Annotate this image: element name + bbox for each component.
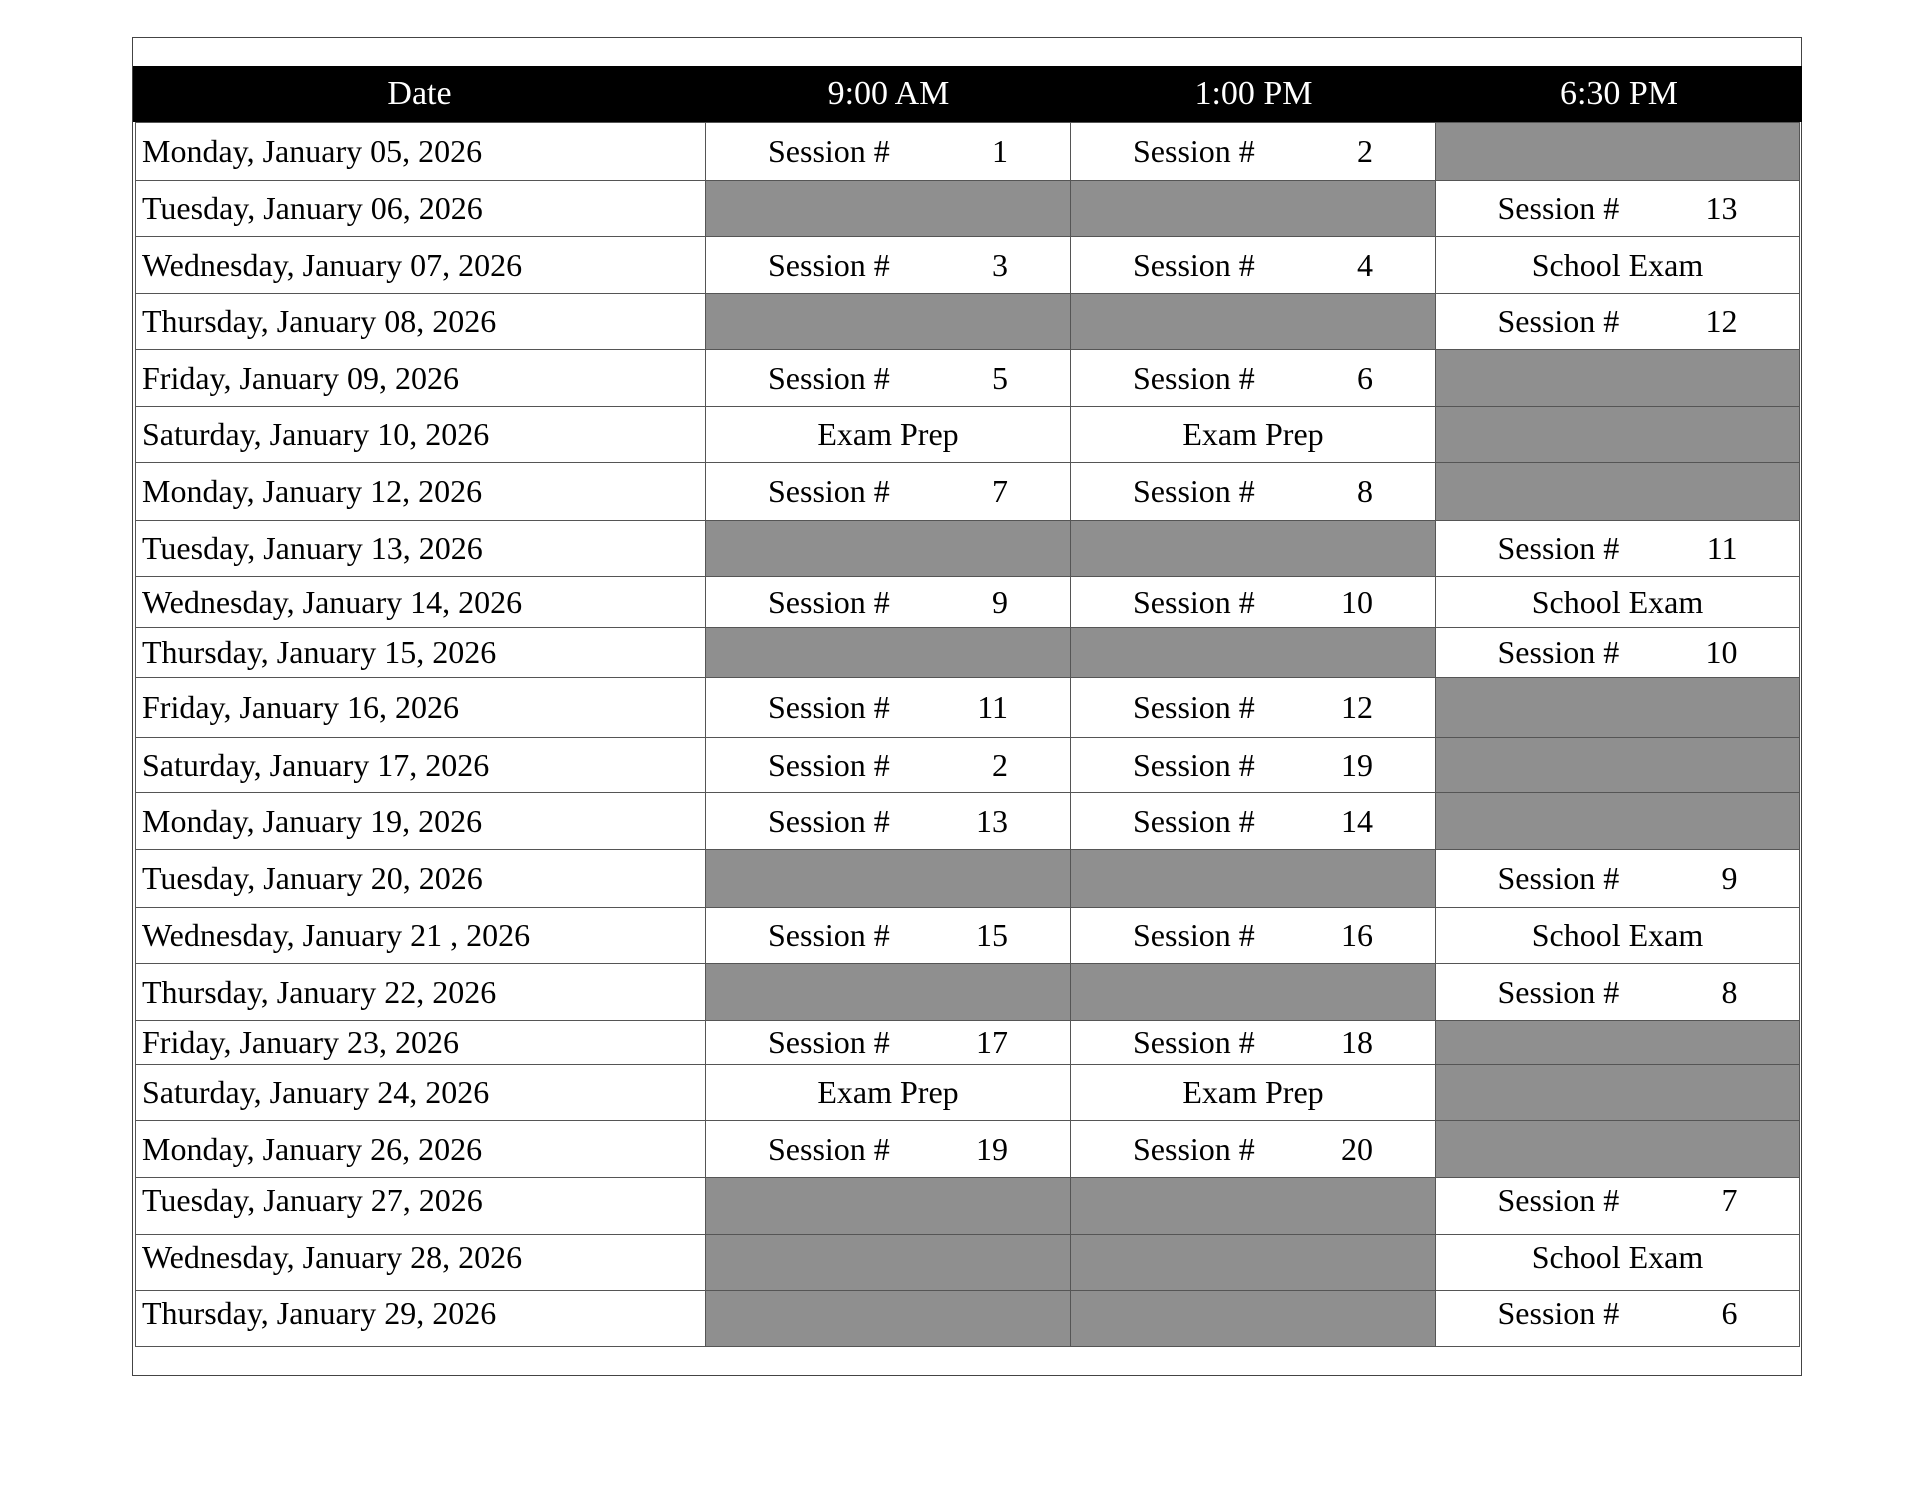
blocked-slot (1436, 1020, 1800, 1064)
session-number: 8 (1357, 473, 1373, 509)
school-exam-slot: School Exam (1436, 236, 1800, 293)
session-slot (1436, 627, 1800, 677)
blocked-slot (706, 180, 1071, 236)
blocked-slot (1436, 1064, 1800, 1120)
date-cell: Tuesday, January 13, 2026 (135, 520, 706, 576)
session-slot (1071, 576, 1436, 627)
session-label: Session # (1133, 802, 1255, 839)
date-cell: Monday, January 26, 2026 (135, 1120, 706, 1177)
blocked-slot (1071, 1177, 1436, 1234)
session-number: 10 (1705, 634, 1738, 670)
session-label: Session # (1497, 1295, 1620, 1331)
session-slot (706, 677, 1071, 737)
session-slot (706, 236, 1071, 293)
session-entry (1498, 190, 1738, 227)
session-number: 5 (992, 359, 1008, 396)
exam-prep-slot: Exam Prep (1071, 406, 1436, 462)
session-label: Session # (768, 802, 890, 839)
session-slot (1436, 293, 1800, 349)
session-entry (1498, 1295, 1738, 1332)
session-label: Session # (1497, 860, 1620, 896)
session-number: 13 (1705, 190, 1738, 226)
date-cell: Tuesday, January 20, 2026 (135, 849, 706, 907)
session-entry (1498, 303, 1738, 340)
session-number: 16 (1341, 917, 1373, 953)
session-entry (1133, 473, 1373, 510)
blocked-slot (1071, 1234, 1436, 1290)
session-number: 7 (1721, 1182, 1738, 1218)
session-entry (1133, 689, 1373, 726)
date-cell: Saturday, January 24, 2026 (135, 1064, 706, 1120)
date-cell: Tuesday, January 27, 2026 (135, 1177, 706, 1234)
blocked-slot (1436, 122, 1800, 180)
date-cell: Thursday, January 29, 2026 (135, 1290, 706, 1346)
session-entry (768, 747, 1008, 784)
session-label: Session # (768, 1130, 890, 1167)
session-label: Session # (768, 583, 890, 620)
session-slot (1436, 520, 1800, 576)
blocked-slot (706, 627, 1071, 677)
school-exam-slot: School Exam (1436, 907, 1800, 963)
session-entry (1133, 1024, 1373, 1061)
session-slot (706, 576, 1071, 627)
session-label: Session # (768, 473, 890, 509)
session-label: Session # (1497, 303, 1620, 339)
session-slot (1071, 122, 1436, 180)
session-number: 7 (992, 473, 1008, 509)
date-cell: Thursday, January 08, 2026 (135, 293, 706, 349)
session-label: Session # (1133, 917, 1255, 953)
session-label: Session # (1497, 634, 1620, 670)
session-slot (706, 462, 1071, 520)
blocked-slot (706, 1234, 1071, 1290)
session-number: 18 (1341, 1024, 1373, 1060)
session-number: 9 (1721, 860, 1738, 896)
session-slot (706, 792, 1071, 849)
blocked-slot (1071, 180, 1436, 236)
session-label: Session # (1133, 246, 1255, 283)
exam-prep-slot: Exam Prep (706, 1064, 1071, 1120)
school-exam-slot: School Exam (1436, 1234, 1800, 1290)
session-label: Session # (768, 246, 890, 283)
session-number: 15 (976, 917, 1008, 953)
session-label: Session # (1133, 689, 1255, 725)
session-entry (768, 360, 1008, 397)
session-number: 3 (992, 246, 1008, 283)
date-cell: Monday, January 19, 2026 (135, 792, 706, 849)
session-label: Session # (1133, 359, 1255, 396)
blocked-slot (1436, 677, 1800, 737)
session-entry (1133, 584, 1373, 621)
session-number: 12 (1705, 303, 1738, 339)
session-slot (1436, 849, 1800, 907)
blocked-slot (706, 963, 1071, 1020)
session-number: 8 (1721, 973, 1738, 1010)
session-label: Session # (768, 689, 890, 725)
session-entry (1133, 360, 1373, 397)
session-number: 12 (1341, 689, 1373, 725)
session-label: Session # (768, 359, 890, 396)
date-cell: Wednesday, January 07, 2026 (135, 236, 706, 293)
session-slot (1436, 963, 1800, 1020)
session-label: Session # (1497, 530, 1620, 566)
session-number: 17 (976, 1024, 1008, 1060)
session-slot (1071, 236, 1436, 293)
blocked-slot (706, 520, 1071, 576)
date-cell: Friday, January 23, 2026 (135, 1020, 706, 1064)
session-entry (768, 584, 1008, 621)
session-number: 19 (1341, 746, 1373, 783)
session-slot (706, 349, 1071, 406)
blocked-slot (1436, 737, 1800, 792)
session-entry (768, 133, 1008, 170)
session-entry (768, 917, 1008, 954)
session-slot (1436, 1177, 1800, 1234)
header-1pm: 1:00 PM (1071, 66, 1436, 122)
blocked-slot (1436, 792, 1800, 849)
header-9am: 9:00 AM (706, 66, 1071, 122)
session-slot (1071, 907, 1436, 963)
session-label: Session # (768, 1024, 890, 1060)
session-slot (1436, 180, 1800, 236)
session-label: Session # (768, 917, 890, 953)
session-label: Session # (1497, 190, 1620, 226)
session-number: 6 (1357, 359, 1373, 396)
date-cell: Saturday, January 17, 2026 (135, 737, 706, 792)
session-slot (1071, 462, 1436, 520)
session-label: Session # (1133, 583, 1255, 620)
session-entry (768, 803, 1008, 840)
session-entry (1133, 803, 1373, 840)
header-date: Date (133, 66, 706, 122)
session-entry (768, 247, 1008, 284)
header-630pm: 6:30 PM (1436, 66, 1802, 122)
session-slot (1071, 677, 1436, 737)
session-entry (1498, 974, 1738, 1011)
blocked-slot (1071, 627, 1436, 677)
session-number: 11 (1706, 530, 1738, 566)
session-slot (1071, 349, 1436, 406)
session-slot (1436, 1290, 1800, 1346)
blocked-slot (1071, 520, 1436, 576)
blocked-slot (1071, 963, 1436, 1020)
exam-prep-slot: Exam Prep (1071, 1064, 1436, 1120)
blocked-slot (1436, 462, 1800, 520)
session-label: Session # (1133, 473, 1255, 509)
exam-prep-slot: Exam Prep (706, 406, 1071, 462)
blocked-slot (706, 293, 1071, 349)
session-slot (706, 737, 1071, 792)
session-label: Session # (768, 133, 890, 169)
session-label: Session # (1497, 1182, 1620, 1218)
table-bottom-border (135, 1346, 1800, 1347)
session-entry (768, 473, 1008, 510)
blocked-slot (706, 1177, 1071, 1234)
session-number: 2 (1357, 133, 1373, 169)
date-cell: Wednesday, January 28, 2026 (135, 1234, 706, 1290)
session-entry (1133, 247, 1373, 284)
session-number: 11 (977, 689, 1008, 725)
blocked-slot (706, 1290, 1071, 1346)
school-exam-slot: School Exam (1436, 576, 1800, 627)
session-label: Session # (1497, 973, 1620, 1010)
session-entry (1133, 133, 1373, 170)
session-slot (706, 122, 1071, 180)
blocked-slot (1071, 849, 1436, 907)
session-number: 14 (1341, 802, 1373, 839)
session-slot (706, 1120, 1071, 1177)
session-label: Session # (1133, 746, 1255, 783)
session-number: 2 (992, 746, 1008, 783)
session-slot (706, 1020, 1071, 1064)
session-number: 10 (1341, 583, 1373, 620)
session-entry (1498, 530, 1738, 567)
date-cell: Wednesday, January 14, 2026 (135, 576, 706, 627)
session-slot (706, 907, 1071, 963)
blocked-slot (1071, 293, 1436, 349)
session-number: 6 (1721, 1295, 1738, 1331)
session-entry (1133, 1131, 1373, 1168)
session-number: 1 (992, 133, 1008, 169)
blocked-slot (1436, 349, 1800, 406)
session-entry (1498, 634, 1738, 671)
date-cell: Thursday, January 15, 2026 (135, 627, 706, 677)
session-entry (768, 689, 1008, 726)
date-cell: Friday, January 16, 2026 (135, 677, 706, 737)
blocked-slot (1071, 1290, 1436, 1346)
session-number: 13 (976, 802, 1008, 839)
session-entry (768, 1024, 1008, 1061)
session-entry (1133, 917, 1373, 954)
session-entry (1133, 747, 1373, 784)
date-cell: Friday, January 09, 2026 (135, 349, 706, 406)
session-slot (1071, 1120, 1436, 1177)
session-number: 9 (992, 583, 1008, 620)
session-label: Session # (1133, 133, 1255, 169)
session-number: 4 (1357, 246, 1373, 283)
date-cell: Thursday, January 22, 2026 (135, 963, 706, 1020)
session-entry (768, 1131, 1008, 1168)
session-slot (1071, 792, 1436, 849)
session-number: 19 (976, 1130, 1008, 1167)
date-cell: Saturday, January 10, 2026 (135, 406, 706, 462)
blocked-slot (1436, 406, 1800, 462)
session-slot (1071, 737, 1436, 792)
blocked-slot (1436, 1120, 1800, 1177)
session-label: Session # (1133, 1024, 1255, 1060)
session-entry (1498, 860, 1738, 897)
date-cell: Monday, January 12, 2026 (135, 462, 706, 520)
blocked-slot (706, 849, 1071, 907)
session-number: 20 (1341, 1130, 1373, 1167)
session-label: Session # (1133, 1130, 1255, 1167)
date-cell: Monday, January 05, 2026 (135, 122, 706, 180)
session-label: Session # (768, 746, 890, 783)
date-cell: Tuesday, January 06, 2026 (135, 180, 706, 236)
date-cell: Wednesday, January 21 , 2026 (135, 907, 706, 963)
session-slot (1071, 1020, 1436, 1064)
session-entry (1498, 1182, 1738, 1219)
